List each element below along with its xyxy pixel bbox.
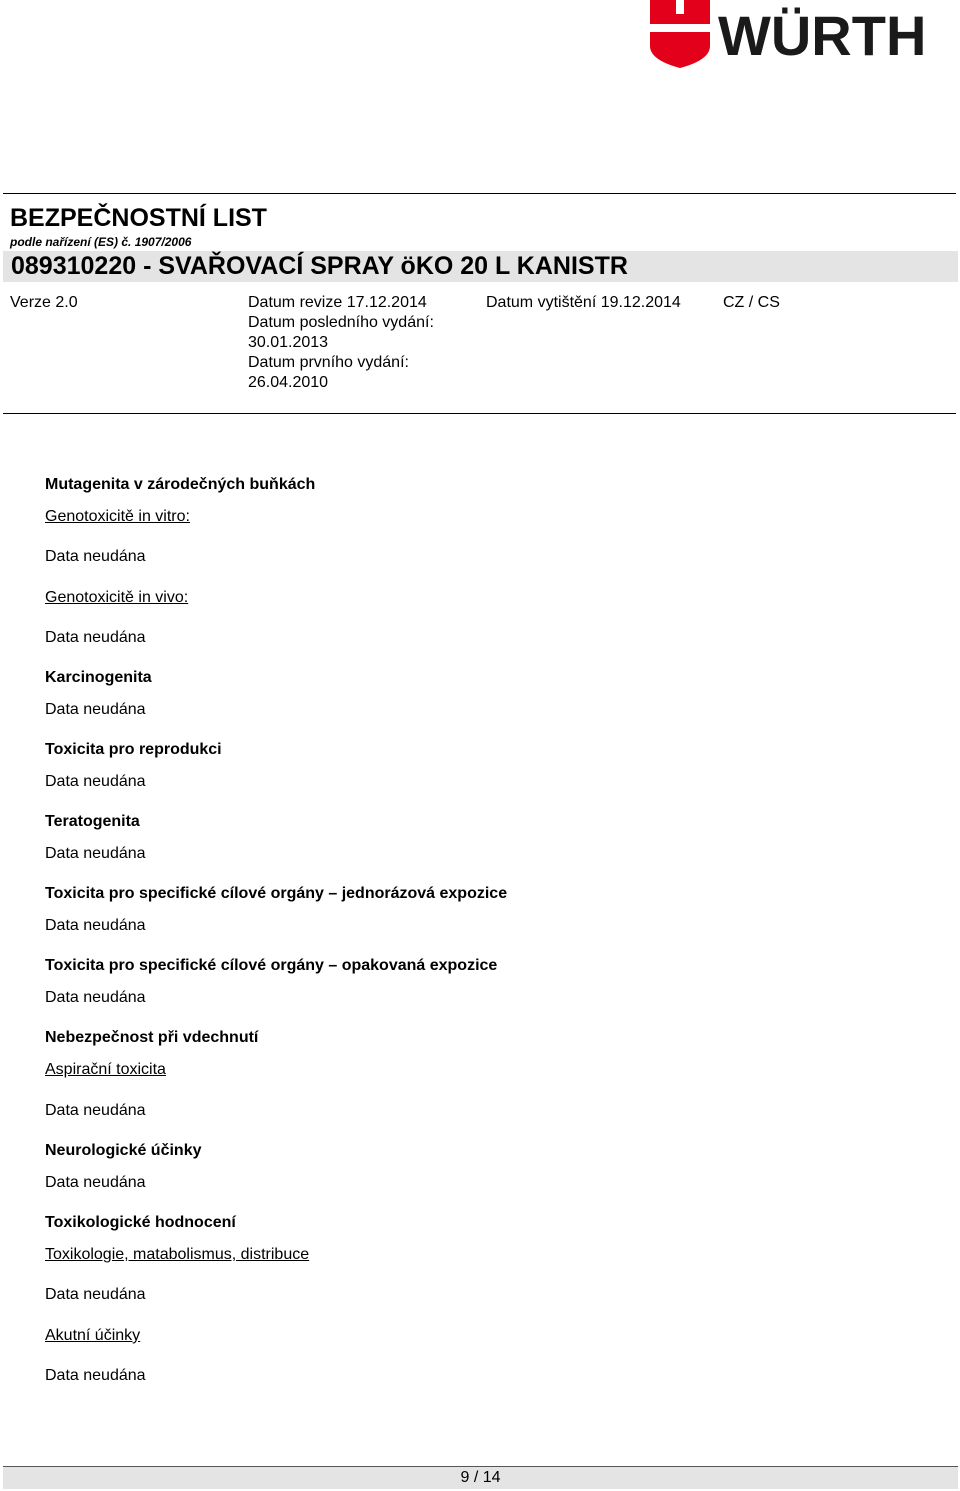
section-heading: Toxikologické hodnocení — [45, 1214, 236, 1231]
section-heading: Nebezpečnost při vdechnutí — [45, 1029, 259, 1046]
section-heading: Toxicita pro specifické cílové orgány – opakovaná expozice — [45, 957, 498, 974]
wurth-logo — [648, 0, 960, 70]
document-title: BEZPEČNOSTNÍ LIST — [10, 204, 267, 232]
print-date: Datum vytištění 19.12.2014 — [486, 294, 681, 311]
page-number: 9 / 14 — [460, 1469, 501, 1486]
footer-bar — [3, 1466, 958, 1489]
data-value: Data neudána — [45, 845, 146, 862]
section-heading: Toxicita pro reprodukci — [45, 741, 222, 758]
version: Verze 2.0 — [10, 294, 78, 311]
first-issue-label: Datum prvního vydání: — [248, 354, 409, 371]
last-issue-label: Datum posledního vydání: — [248, 314, 434, 331]
last-issue-date: 30.01.2013 — [248, 334, 329, 351]
logo-wordmark: WÜRTH — [718, 4, 927, 67]
subsection-label: Toxikologie, matabolismus, distribuce — [45, 1246, 310, 1263]
subsection-label: Akutní účinky — [45, 1327, 141, 1344]
product-bar — [3, 251, 958, 282]
section-heading: Toxicita pro specifické cílové orgány – jednorázová expozice — [45, 885, 508, 902]
header-top-rule — [3, 193, 956, 194]
header-bottom-rule — [3, 413, 956, 414]
subsection-label: Aspirační toxicita — [45, 1061, 166, 1078]
data-value: Data neudána — [45, 773, 146, 790]
revision-date: Datum revize 17.12.2014 — [248, 294, 427, 311]
language-code: CZ / CS — [723, 294, 780, 311]
data-value: Data neudána — [45, 629, 146, 646]
section-heading: Karcinogenita — [45, 669, 152, 686]
data-value: Data neudána — [45, 917, 146, 934]
section-heading: Mutagenita v zárodečných buňkách — [45, 476, 316, 493]
logo-emblem-icon — [650, 0, 710, 68]
first-issue-date: 26.04.2010 — [248, 374, 329, 391]
document-subtitle: podle nařízení (ES) č. 1907/2006 — [10, 235, 192, 249]
data-value: Data neudána — [45, 1286, 146, 1303]
product-name: 089310220 - SVAŘOVACÍ SPRAY öKO 20 L KANISTR — [11, 252, 628, 280]
subsection-label: Genotoxicitě in vivo: — [45, 589, 189, 606]
data-value: Data neudána — [45, 548, 146, 565]
section-heading: Teratogenita — [45, 813, 140, 830]
data-value: Data neudána — [45, 1367, 146, 1384]
data-value: Data neudána — [45, 989, 146, 1006]
data-value: Data neudána — [45, 701, 146, 718]
data-value: Data neudána — [45, 1174, 146, 1191]
data-value: Data neudána — [45, 1102, 146, 1119]
subsection-label: Genotoxicitě in vitro: — [45, 508, 190, 525]
section-heading: Neurologické účinky — [45, 1142, 202, 1159]
